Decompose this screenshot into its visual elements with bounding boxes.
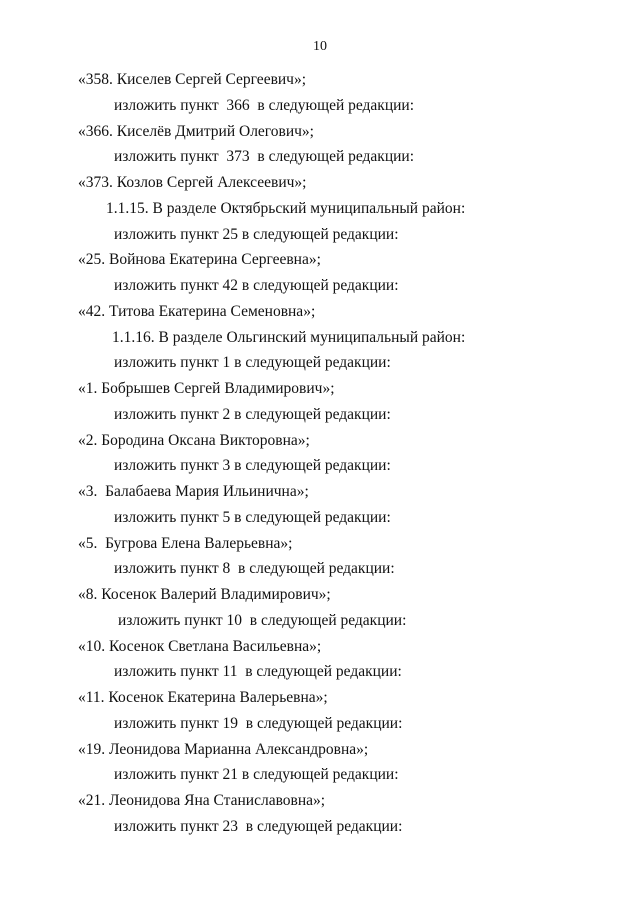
list-entry: «11. Косенок Екатерина Валерьевна»; [78, 689, 328, 706]
list-entry: «1. Бобрышев Сергей Владимирович»; [78, 380, 335, 397]
list-entry: «366. Киселёв Дмитрий Олегович»; [78, 122, 314, 140]
page-number: 10 [313, 39, 327, 54]
list-entry: «2. Бородина Оксана Викторовна»; [78, 431, 310, 449]
instruction-line: изложить пункт 11 в следующей редакции: [114, 663, 402, 681]
instruction-line: изложить пункт 19 в следующей редакции: [114, 714, 403, 732]
instruction-line: изложить пункт 25 в следующей редакции: [114, 225, 399, 243]
list-entry: «21. Леонидова Яна Станиславовна»; [78, 792, 326, 809]
list-entry: «19. Леонидова Марианна Александровна»; [78, 740, 369, 758]
instruction-line: изложить пункт 1 в следующей редакции: [114, 354, 391, 372]
instruction-line: изложить пункт 3 в следующей редакции: [114, 457, 391, 475]
list-entry: «5. Бугрова Елена Валерьевна»; [78, 534, 293, 552]
list-entry: «3. Балабаева Мария Ильинична»; [78, 483, 309, 500]
section-heading: 1.1.16. В разделе Ольгинский муниципальный район: [112, 328, 466, 346]
instruction-line: изложить пункт 366 в следующей редакции: [114, 96, 415, 114]
list-entry: «373. Козлов Сергей Алексеевич»; [78, 174, 307, 191]
instruction-line: изложить пункт 373 в следующей редакции: [114, 148, 415, 166]
list-entry: «10. Косенок Светлана Васильевна»; [78, 637, 322, 655]
instruction-line: изложить пункт 42 в следующей редакции: [114, 277, 399, 294]
document-body [0, 71, 640, 844]
instruction-line: изложить пункт 5 в следующей редакции: [114, 508, 391, 526]
list-entry: «25. Войнова Екатерина Сергеевна»; [78, 251, 321, 269]
section-heading: 1.1.15. В разделе Октябрьский муниципальный район: [106, 199, 466, 217]
instruction-line: изложить пункт 8 в следующей редакции: [114, 560, 395, 578]
instruction-line: изложить пункт 2 в следующей редакции: [114, 405, 391, 423]
instruction-line: изложить пункт 10 в следующей редакции: [118, 611, 407, 629]
instruction-line: изложить пункт 21 в следующей редакции: [114, 766, 399, 784]
list-entry: «8. Косенок Валерий Владимирович»; [78, 586, 331, 603]
list-entry: «42. Титова Екатерина Семеновна»; [78, 302, 316, 320]
instruction-line: изложить пункт 23 в следующей редакции: [114, 817, 403, 835]
list-entry: «358. Киселев Сергей Сергеевич»; [78, 71, 307, 88]
